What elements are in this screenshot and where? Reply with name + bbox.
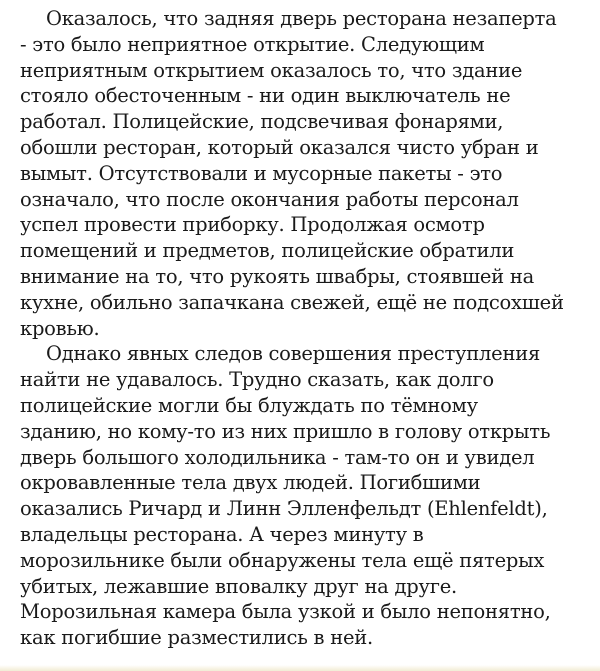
text-line: Морозильная камера была узкой и было непонятно, (20, 600, 551, 624)
text-line: означало, что после окончания работы персонал (20, 187, 519, 211)
text-line: Однако явных следов совершения преступления (46, 342, 541, 366)
paragraph-1 (20, 6, 592, 341)
article-text (20, 6, 592, 651)
text-line: кровью. (20, 316, 100, 340)
text-line: владельцы ресторана. А через минуту в (20, 522, 424, 546)
text-line: окровавленные тела двух людей. Погибшими (20, 471, 481, 495)
text-line: помещений и предметов, полицейские обратили (20, 239, 515, 263)
text-line: морозильнике были обнаружены тела ещё пятерых (20, 548, 545, 572)
text-line: найти не удавалось. Трудно сказать, как долго (20, 368, 494, 392)
text-line: оказались Ричард и Линн Элленфельдт (Ehlenfeldt), (20, 497, 548, 521)
text-line: кухне, обильно запачкана свежей, ещё не подсохшей (20, 290, 564, 314)
text-line: стояло обесточенным - ни один выключатель не (20, 84, 511, 108)
paragraph-2 (20, 341, 592, 651)
text-line: неприятным открытием оказалось то, что здание (20, 58, 523, 82)
text-line: дверь большого холодильника - там-то он и увидел (20, 445, 535, 469)
text-line: зданию, но кому-то из них пришло в голову открыть (20, 419, 551, 443)
text-line: обошли ресторан, который оказался чисто убран и (20, 135, 539, 159)
text-line: работал. Полицейские, подсвечивая фонарями, (20, 110, 504, 134)
text-line: убитых, лежавшие вповалку друг на друге. (20, 574, 457, 598)
text-line: внимание на то, что рукоять швабры, стоявшей на (20, 264, 534, 288)
text-line: полицейские могли бы блуждать по тёмному (20, 393, 478, 417)
text-line: вымыт. Отсутствовали и мусорные пакеты - это (20, 161, 503, 185)
bottom-edge-strip (0, 665, 600, 671)
text-line: как погибшие разместились в ней. (20, 626, 373, 650)
text-line: успел провести приборку. Продолжая осмотр (20, 213, 485, 237)
text-line: Оказалось, что задняя дверь ресторана незаперта (46, 7, 557, 30)
text-line: - это было неприятное открытие. Следующим (20, 32, 485, 56)
